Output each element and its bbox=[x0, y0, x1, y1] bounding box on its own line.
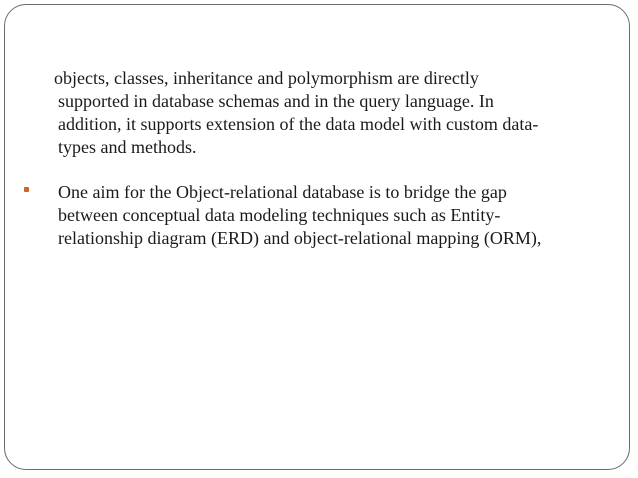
text-line: objects, classes, inheritance and polymorphism are directly bbox=[54, 68, 479, 88]
text-line: types and methods. bbox=[58, 137, 197, 157]
text-line: relationship diagram (ERD) and object-relational mapping (ORM), bbox=[58, 228, 542, 248]
bullet-marker-icon bbox=[24, 187, 29, 192]
text-line: between conceptual data modeling techniques such as Entity- bbox=[58, 205, 501, 225]
text-line: addition, it supports extension of the data model with custom data- bbox=[58, 114, 539, 134]
bullet-paragraph bbox=[58, 181, 618, 250]
text-line: One aim for the Object-relational database is to bridge the gap bbox=[58, 182, 507, 202]
text-line: supported in database schemas and in the query language. In bbox=[58, 91, 494, 111]
paragraph-continuation bbox=[54, 67, 618, 159]
